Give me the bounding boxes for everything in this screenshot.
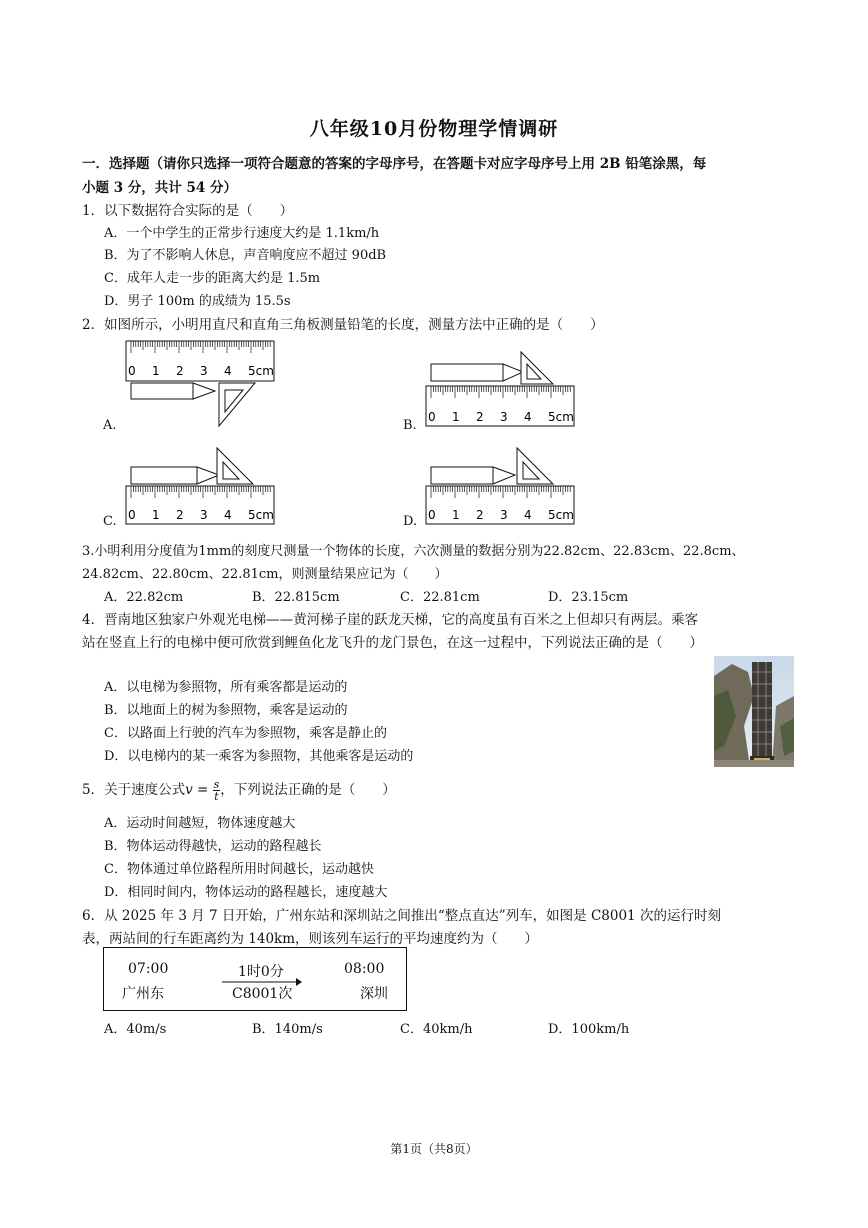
train-timetable (103, 947, 407, 1011)
q4-option-d: D．以电梯内的某一乘客为参照物，其他乘客是运动的 (104, 749, 414, 764)
svg-text:2: 2 (476, 410, 484, 424)
question-4-stem-cont: 站在竖直上行的电梯中便可欣赏到鲤鱼化龙飞升的龙门景色，在这一过程中，下列说法正确的是（ ） (82, 635, 703, 651)
trip-duration: 1时0分 (238, 964, 284, 980)
q2-figure-a (125, 340, 277, 430)
q2-label-b: B. (403, 418, 417, 433)
q6-option-d: D．100km/h (548, 1022, 630, 1037)
q6-option-b: B．140m/s (252, 1022, 323, 1037)
depart-time: 07:00 (128, 961, 169, 977)
q2-label-c: C. (103, 514, 117, 529)
svg-text:3: 3 (500, 508, 508, 522)
ruler-label: 1 (152, 364, 160, 378)
formula-v: v (185, 782, 193, 798)
svg-text:4: 4 (524, 410, 532, 424)
question-5-stem: 5．关于速度公式v = $\frac{s}{t}$ ，下列说法正确的是（ ） (82, 778, 396, 803)
question-6-stem: 6．从 2025 年 3 月 7 日开始，广州东站和深圳站之间推出“整点直达”列车，如图是 C8001 次的运行时刻 (82, 908, 721, 924)
q1-option-b: B．为了不影响人休息，声音响度应不超过 90dB (104, 248, 387, 263)
q4-option-b: B．以地面上的树为参照物，乘客是运动的 (104, 703, 348, 718)
q1-option-d: D．男子 100m 的成绩为 15.5s (104, 294, 291, 309)
depart-station: 广州东 (122, 986, 164, 1002)
svg-text:4: 4 (524, 508, 532, 522)
q3-option-a: A．22.82cm (104, 590, 184, 605)
ruler-label: 5cm (248, 364, 274, 378)
q2-label-d: D. (403, 514, 418, 529)
question-1-stem: 1．以下数据符合实际的是（ ） (82, 203, 294, 219)
svg-text:2: 2 (176, 508, 184, 522)
q5-option-b: B．物体运动得越快，运动的路程越长 (104, 839, 322, 854)
ruler-label: 4 (224, 364, 232, 378)
question-2-stem: 2．如图所示，小明用直尺和直角三角板测量铅笔的长度，测量方法中正确的是（ ） (82, 317, 604, 333)
arrive-station: 深圳 (360, 986, 388, 1002)
q5-option-d: D．相同时间内，物体运动的路程越长，速度越大 (104, 885, 388, 900)
question-3-stem-cont: 24.82cm、22.80cm、22.81cm，则测量结果应记为（ ） (82, 567, 448, 582)
svg-text:5cm: 5cm (548, 410, 574, 424)
ruler-label: 3 (200, 364, 208, 378)
ruler-label: 0 (128, 364, 136, 378)
svg-text:0: 0 (428, 508, 436, 522)
q3-option-b: B．22.815cm (252, 590, 340, 605)
section-heading-cont: 小题 3 分，共计 54 分） (82, 180, 237, 196)
q5-option-a: A．运动时间越短，物体速度越大 (104, 816, 296, 831)
svg-text:1: 1 (152, 508, 160, 522)
question-4-stem: 4．晋南地区独家户外观光电梯——黄河梯子崖的跃龙天梯，它的高度虽有百米之上但却只有两层。乘客 (82, 612, 699, 628)
q2-figure-d (425, 446, 577, 526)
q4-option-a: A．以电梯为参照物，所有乘客都是运动的 (104, 680, 348, 695)
ruler-label: 2 (176, 364, 184, 378)
q6-option-c: C．40km/h (400, 1022, 473, 1037)
svg-text:2: 2 (476, 508, 484, 522)
arrive-time: 08:00 (344, 961, 385, 977)
svg-text:0: 0 (128, 508, 136, 522)
page-footer: 第1页（共8页） (390, 1142, 478, 1156)
svg-text:1: 1 (452, 508, 460, 522)
svg-text:5cm: 5cm (548, 508, 574, 522)
q5-option-c: C．物体通过单位路程所用时间越长，运动越快 (104, 862, 374, 877)
svg-text:3: 3 (500, 410, 508, 424)
page-title: 八年级10月份物理学情调研 (309, 118, 559, 140)
train-number: C8001次 (232, 986, 293, 1002)
q3-option-d: D．23.15cm (548, 590, 629, 605)
question-3-stem: 3.小明利用分度值为1mm的刻度尺测量一个物体的长度，六次测量的数据分别为22.82cm、22.83cm、22.8cm、 (82, 544, 745, 559)
question-6-stem-cont: 表，两站间的行车距离约为 140km，则该列车运行的平均速度约为（ ） (82, 931, 539, 947)
svg-text:5cm: 5cm (248, 508, 274, 522)
formula-fraction: $\frac{s}{t}$ (213, 778, 220, 803)
q3-option-c: C．22.81cm (400, 590, 480, 605)
q2-label-a: A. (103, 418, 117, 433)
q1-option-c: C．成年人走一步的距离大约是 1.5m (104, 271, 321, 286)
q2-figure-c (125, 446, 277, 526)
svg-text:1: 1 (452, 410, 460, 424)
q4-option-c: C．以路面上行驶的汽车为参照物，乘客是静止的 (104, 726, 387, 741)
q2-figure-b (425, 350, 577, 430)
q1-option-a: A．一个中学生的正常步行速度大约是 1.1km/h (104, 226, 380, 241)
elevator-photo (714, 656, 794, 767)
svg-text:4: 4 (224, 508, 232, 522)
svg-text:0: 0 (428, 410, 436, 424)
svg-text:3: 3 (200, 508, 208, 522)
q6-option-a: A．40m/s (104, 1022, 167, 1037)
section-heading: 一．选择题（请你只选择一项符合题意的答案的字母序号，在答题卡对应字母序号上用 2B 铅笔涂黑，每 (82, 156, 707, 172)
